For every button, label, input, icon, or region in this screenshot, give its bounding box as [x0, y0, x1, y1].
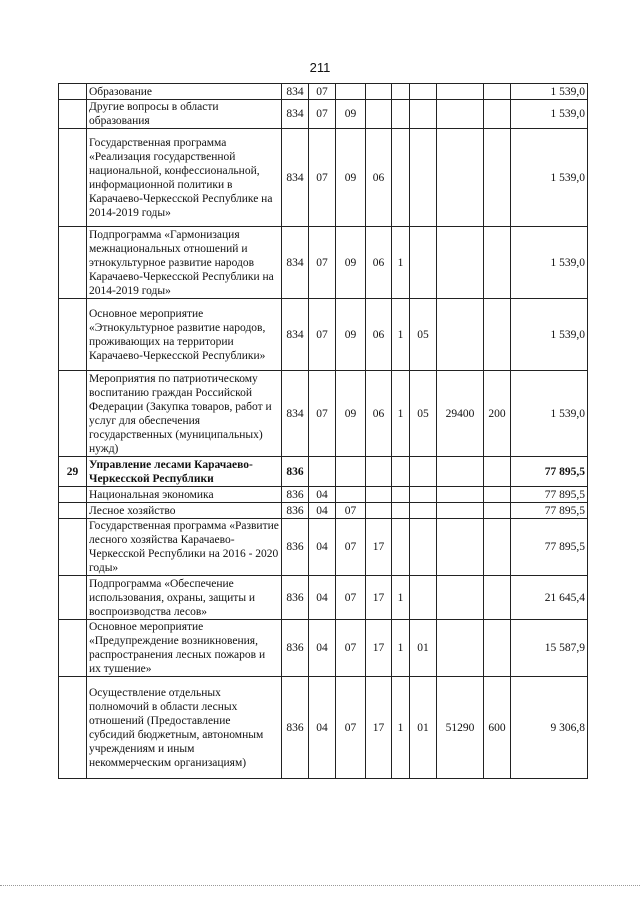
code-direction [437, 227, 484, 299]
code-direction [437, 84, 484, 100]
code-expense-type [484, 503, 511, 519]
code-subprogram: 1 [392, 576, 410, 620]
row-name: Образование [87, 84, 282, 100]
code-direction [437, 503, 484, 519]
code-subsection: 07 [336, 503, 366, 519]
code-section: 07 [309, 227, 336, 299]
row-name: Управление лесами Карачаево-Черкесской Республики [87, 457, 282, 487]
table-row [59, 371, 588, 457]
row-name: Подпрограмма «Гармонизация межнациональных отношений и этнокультурное развитие народов Карачаево-Черкесской Республики на 2014-2019 годы» [87, 227, 282, 299]
code-subprogram [392, 100, 410, 129]
code-subprogram: 1 [392, 227, 410, 299]
code-expense-type: 200 [484, 371, 511, 457]
code-subsection: 09 [336, 100, 366, 129]
table-row [59, 519, 588, 576]
row-number [59, 487, 87, 503]
code-expense-type: 600 [484, 677, 511, 779]
row-name: Государственная программа «Реализация государственной национальной, конфессиональной, информационной политики в Карачаево-Черкесской Республике на 2014-2019 годы» [87, 129, 282, 227]
code-expense-type [484, 84, 511, 100]
code-subsection: 07 [336, 576, 366, 620]
code-direction [437, 576, 484, 620]
code-section [309, 457, 336, 487]
row-number [59, 620, 87, 677]
row-name: Осуществление отдельных полномочий в области лесных отношений (Предоставление субсидий бюджетным, автономным учреждениям и иным некоммерческим организациям) [87, 677, 282, 779]
row-amount: 77 895,5 [511, 487, 588, 503]
table-row [59, 487, 588, 503]
code-program: 17 [366, 576, 392, 620]
code-subsection: 07 [336, 519, 366, 576]
code-expense-type [484, 487, 511, 503]
table-row [59, 100, 588, 129]
code-grbs: 836 [282, 519, 309, 576]
code-main-event: 01 [410, 677, 437, 779]
code-subprogram: 1 [392, 371, 410, 457]
code-main-event: 05 [410, 299, 437, 371]
code-grbs: 836 [282, 620, 309, 677]
code-program: 17 [366, 677, 392, 779]
table-row [59, 84, 588, 100]
row-amount: 1 539,0 [511, 371, 588, 457]
code-direction [437, 100, 484, 129]
code-main-event [410, 576, 437, 620]
row-number: 29 [59, 457, 87, 487]
row-amount: 1 539,0 [511, 84, 588, 100]
table-row [59, 620, 588, 677]
code-subsection: 09 [336, 371, 366, 457]
row-name: Подпрограмма «Обеспечение использования, охраны, защиты и воспроизводства лесов» [87, 576, 282, 620]
code-expense-type [484, 519, 511, 576]
row-amount: 1 539,0 [511, 227, 588, 299]
code-subsection: 09 [336, 299, 366, 371]
code-direction [437, 519, 484, 576]
code-direction [437, 620, 484, 677]
code-program [366, 100, 392, 129]
code-subprogram [392, 84, 410, 100]
page-bottom-mark [0, 885, 640, 886]
code-grbs: 834 [282, 84, 309, 100]
code-grbs: 836 [282, 677, 309, 779]
code-section: 04 [309, 487, 336, 503]
code-grbs: 836 [282, 503, 309, 519]
table-body [59, 84, 588, 779]
code-subsection: 09 [336, 129, 366, 227]
code-expense-type [484, 227, 511, 299]
code-main-event: 05 [410, 371, 437, 457]
code-subsection: 07 [336, 620, 366, 677]
code-expense-type [484, 576, 511, 620]
table-row [59, 576, 588, 620]
code-grbs: 836 [282, 576, 309, 620]
code-section: 04 [309, 503, 336, 519]
row-number [59, 371, 87, 457]
code-direction [437, 457, 484, 487]
code-direction: 51290 [437, 677, 484, 779]
code-direction [437, 299, 484, 371]
row-name: Государственная программа «Развитие лесного хозяйства Карачаево-Черкесской Республики на 2016 - 2020 годы» [87, 519, 282, 576]
code-section: 04 [309, 620, 336, 677]
code-subprogram [392, 457, 410, 487]
code-direction [437, 129, 484, 227]
table-row [59, 129, 588, 227]
code-subprogram [392, 519, 410, 576]
row-name: Национальная экономика [87, 487, 282, 503]
table-row [59, 503, 588, 519]
code-expense-type [484, 457, 511, 487]
row-number [59, 503, 87, 519]
code-direction [437, 487, 484, 503]
code-subsection [336, 457, 366, 487]
code-program: 17 [366, 519, 392, 576]
code-section: 07 [309, 129, 336, 227]
table-row [59, 457, 588, 487]
row-number [59, 227, 87, 299]
code-grbs: 834 [282, 129, 309, 227]
row-amount: 1 539,0 [511, 100, 588, 129]
row-amount: 77 895,5 [511, 519, 588, 576]
code-program [366, 503, 392, 519]
code-grbs: 834 [282, 100, 309, 129]
row-number [59, 100, 87, 129]
code-section: 07 [309, 84, 336, 100]
row-amount: 9 306,8 [511, 677, 588, 779]
code-main-event [410, 84, 437, 100]
code-main-event: 01 [410, 620, 437, 677]
code-section: 07 [309, 100, 336, 129]
code-expense-type [484, 129, 511, 227]
code-expense-type [484, 100, 511, 129]
row-name: Мероприятия по патриотическому воспитанию граждан Российской Федерации (Закупка товаров, работ и услуг для обеспечения государственных (муниципальных) нужд) [87, 371, 282, 457]
code-subsection [336, 84, 366, 100]
code-grbs: 836 [282, 487, 309, 503]
row-number [59, 299, 87, 371]
row-amount: 21 645,4 [511, 576, 588, 620]
code-subprogram [392, 503, 410, 519]
code-program: 17 [366, 620, 392, 677]
code-direction: 29400 [437, 371, 484, 457]
row-amount: 77 895,5 [511, 503, 588, 519]
code-program: 06 [366, 299, 392, 371]
budget-table [58, 83, 588, 779]
code-main-event [410, 129, 437, 227]
row-name: Основное мероприятие «Предупреждение возникновения, распространения лесных пожаров и их тушение» [87, 620, 282, 677]
code-section: 04 [309, 677, 336, 779]
code-expense-type [484, 299, 511, 371]
code-subprogram [392, 129, 410, 227]
code-program [366, 84, 392, 100]
code-expense-type [484, 620, 511, 677]
row-number [59, 129, 87, 227]
code-section: 04 [309, 576, 336, 620]
code-grbs: 834 [282, 371, 309, 457]
code-subsection: 07 [336, 677, 366, 779]
page-number: 211 [309, 60, 331, 75]
code-subsection: 09 [336, 227, 366, 299]
table-row [59, 299, 588, 371]
code-subprogram: 1 [392, 677, 410, 779]
code-section: 07 [309, 371, 336, 457]
code-subprogram [392, 487, 410, 503]
row-name: Лесное хозяйство [87, 503, 282, 519]
row-number [59, 576, 87, 620]
row-number [59, 677, 87, 779]
row-number [59, 84, 87, 100]
code-program: 06 [366, 129, 392, 227]
code-subsection [336, 487, 366, 503]
code-program: 06 [366, 227, 392, 299]
code-program [366, 487, 392, 503]
code-section: 07 [309, 299, 336, 371]
code-main-event [410, 519, 437, 576]
code-program [366, 457, 392, 487]
code-program: 06 [366, 371, 392, 457]
code-subprogram: 1 [392, 620, 410, 677]
table-row [59, 677, 588, 779]
row-number [59, 519, 87, 576]
code-subprogram: 1 [392, 299, 410, 371]
code-main-event [410, 100, 437, 129]
row-amount: 1 539,0 [511, 299, 588, 371]
code-main-event [410, 503, 437, 519]
code-main-event [410, 457, 437, 487]
row-amount: 15 587,9 [511, 620, 588, 677]
code-main-event [410, 487, 437, 503]
row-name: Основное мероприятие «Этнокультурное развитие народов, проживающих на территории Карачаево-Черкесской Республики» [87, 299, 282, 371]
code-grbs: 834 [282, 227, 309, 299]
row-amount: 77 895,5 [511, 457, 588, 487]
code-main-event [410, 227, 437, 299]
code-section: 04 [309, 519, 336, 576]
code-grbs: 834 [282, 299, 309, 371]
row-name: Другие вопросы в области образования [87, 100, 282, 129]
row-amount: 1 539,0 [511, 129, 588, 227]
code-grbs: 836 [282, 457, 309, 487]
table-row [59, 227, 588, 299]
